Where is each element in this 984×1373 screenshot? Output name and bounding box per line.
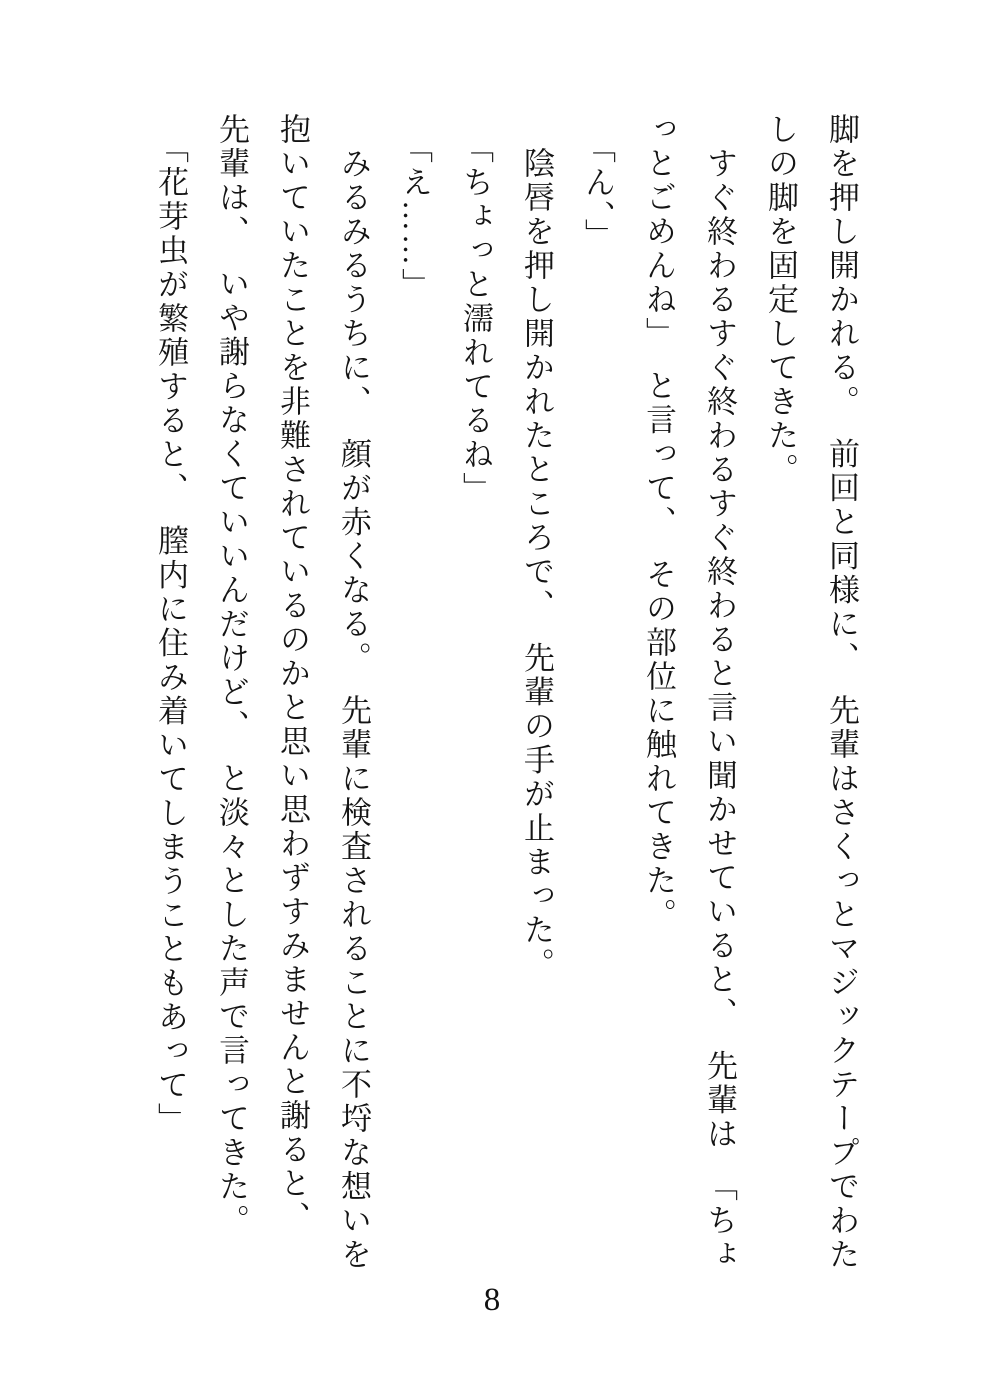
vertical-text-block (140, 113, 872, 1273)
text-line: 抱いていたことを非難されているのかと思い思わずすみませんと謝ると、 (275, 113, 310, 1235)
page-number: 8 (483, 1282, 501, 1318)
text-line: 「え……」 (397, 132, 432, 302)
text-line: みるみるうちに、 顔が赤くなる。 先輩に検査されることに不埒な想いを (336, 147, 371, 1272)
text-line: すぐ終わるすぐ終わるすぐ終わると言い聞かせていると、 先輩は 「ちょ (702, 147, 737, 1272)
text-line: しの脚を固定してきた。 (763, 113, 798, 487)
text-line: 「花芽虫が繁殖すると、 膣内に住み着いてしまうこともあって」 (153, 132, 188, 1137)
text-line: っとごめんね」 と言って、 その部位に触れてきた。 (641, 113, 676, 932)
text-line: 陰唇を押し開かれたところで、 先輩の手が止まった。 (519, 147, 554, 982)
text-line: 「ちょっと濡れてるね」 (458, 132, 493, 506)
text-line: 先輩は、 いや謝らなくていいんだけど、 と淡々とした声で言ってきた。 (214, 113, 249, 1238)
text-line: 「ん、」 (580, 132, 615, 253)
text-line: 脚を押し開かれる。 前回と同様に、 先輩はさくっとマジックテープでわた (824, 113, 859, 1272)
